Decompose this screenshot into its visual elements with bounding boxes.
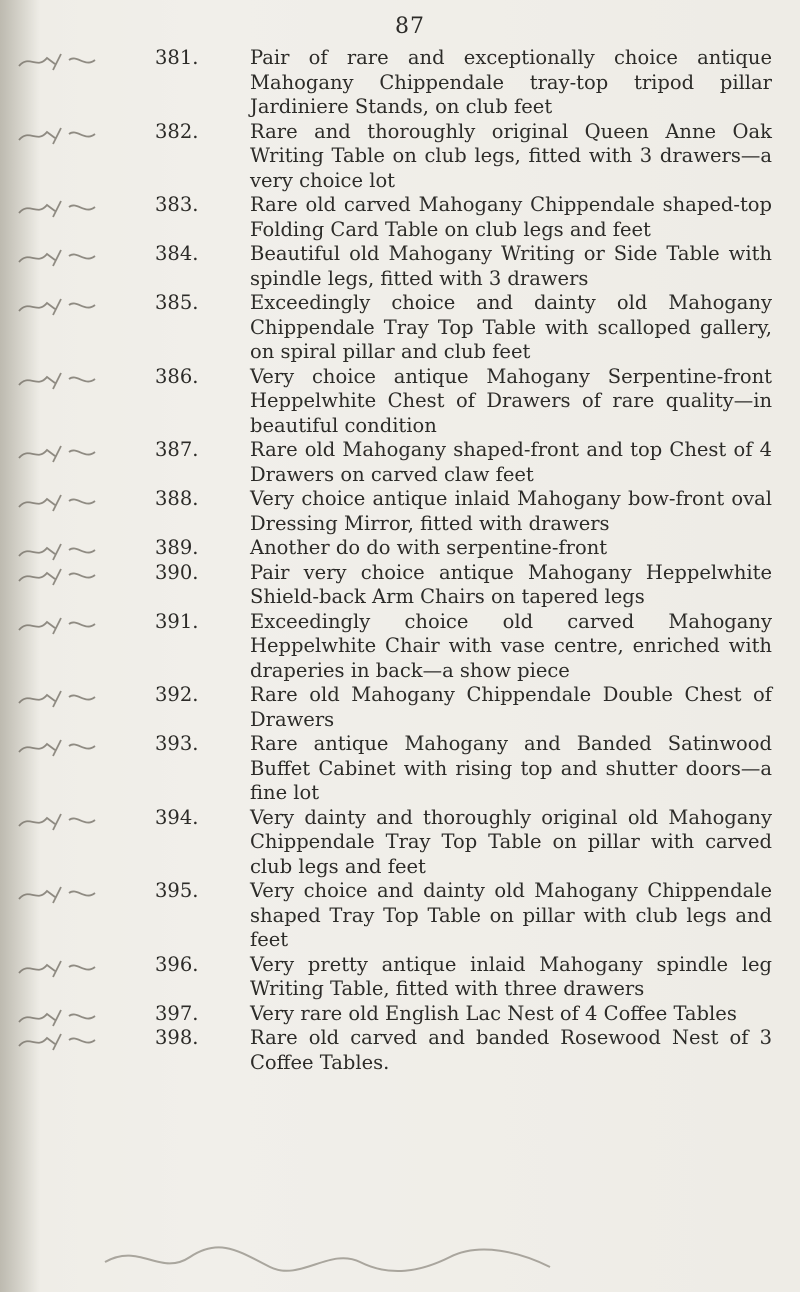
lot-description: Very choice antique inlaid Mahogany bow-front oval Dressing Mirror, fitted with drawers [250, 487, 772, 535]
pencil-scribble [100, 1232, 680, 1282]
lot-number: 381. [155, 46, 199, 69]
lot-description: Rare old carved Mahogany Chippendale shaped-top Folding Card Table on club legs and feet [250, 193, 772, 241]
handwritten-price-annotation [110, 246, 200, 268]
handwritten-price-annotation [110, 124, 200, 146]
lot-description: Very pretty antique inlaid Mahogany spindle leg Writing Table, fitted with three drawers [250, 952, 772, 1000]
handwritten-price-annotation [110, 1006, 200, 1028]
lot-description: Very dainty and thoroughly original old Mahogany Chippendale Tray Top Table on pillar with carved club legs and feet [250, 805, 772, 878]
lot-description: Rare and thoroughly original Queen Anne Oak Writing Table on club legs, fitted with 3 drawers—a very choice lot [250, 119, 772, 192]
handwritten-price-annotation [110, 810, 200, 832]
lot-number: 394. [155, 805, 199, 829]
lot-entry [0, 438, 800, 487]
lot-number: 388. [155, 487, 199, 510]
handwritten-price-annotation [110, 442, 200, 464]
lot-description: Exceedingly choice and dainty old Mahogany Chippendale Tray Top Table with scalloped gallery, on spiral pillar and club feet [250, 291, 772, 363]
handwritten-price-annotation [110, 957, 200, 979]
lot-number: 392. [155, 683, 199, 706]
lot-description: Pair very choice antique Mahogany Heppelwhite Shield-back Arm Chairs on tapered legs [250, 560, 772, 608]
lot-entry [0, 1026, 800, 1075]
handwritten-price-annotation [110, 295, 200, 317]
lot-description: Rare old carved and banded Rosewood Nest of 3 Coffee Tables. [250, 1026, 772, 1074]
handwritten-price-annotation [110, 736, 200, 758]
lot-description: Very choice antique Mahogany Serpentine-front Heppelwhite Chest of Drawers of rare quality—in beautiful condition [250, 364, 772, 437]
lot-entry [0, 953, 800, 1002]
lot-entry [0, 193, 800, 242]
handwritten-price-annotation [110, 540, 200, 562]
lot-entry [0, 683, 800, 732]
lot-number: 386. [155, 364, 199, 388]
lot-entry [0, 365, 800, 439]
lot-description: Exceedingly choice old carved Mahogany Heppelwhite Chair with vase centre, enriched with draperies in back—a show piece [250, 609, 772, 682]
lot-entry [0, 879, 800, 953]
lot-number: 391. [155, 609, 199, 633]
lot-description: Rare antique Mahogany and Banded Satinwood Buffet Cabinet with rising top and shutter doors—a fine lot [250, 732, 772, 804]
lot-entry [0, 610, 800, 684]
handwritten-price-annotation [110, 614, 200, 636]
lot-description: Rare old Mahogany Chippendale Double Chest of Drawers [250, 683, 772, 731]
handwritten-price-annotation [110, 50, 200, 72]
lot-number: 383. [155, 193, 199, 216]
lot-number: 387. [155, 438, 199, 461]
lot-number: 385. [155, 291, 199, 314]
lot-description: Another do do with serpentine-front [250, 536, 608, 559]
lot-number: 397. [155, 1001, 199, 1025]
lot-number: 390. [155, 560, 199, 584]
lot-number: 395. [155, 879, 199, 902]
lot-list [0, 46, 800, 1075]
handwritten-price-annotation [110, 197, 200, 219]
lot-entry [0, 120, 800, 194]
lot-entry [0, 732, 800, 806]
lot-number: 382. [155, 119, 199, 143]
handwritten-price-annotation [110, 687, 200, 709]
page-number: 87 [395, 14, 425, 39]
lot-entry [0, 46, 800, 120]
lot-entry [0, 487, 800, 536]
lot-entry [0, 536, 800, 561]
lot-entry [0, 242, 800, 291]
lot-entry [0, 291, 800, 365]
handwritten-price-annotation [110, 491, 200, 513]
lot-number: 393. [155, 732, 199, 755]
lot-description: Beautiful old Mahogany Writing or Side Table with spindle legs, fitted with 3 drawers [250, 242, 772, 290]
lot-number: 389. [155, 536, 199, 559]
lot-number: 396. [155, 952, 199, 976]
handwritten-price-annotation [110, 883, 200, 905]
lot-entry [0, 1002, 800, 1027]
handwritten-price-annotation [110, 369, 200, 391]
handwritten-price-annotation [110, 1030, 200, 1052]
lot-number: 384. [155, 242, 199, 265]
handwritten-price-annotation [110, 565, 200, 587]
lot-description: Very choice and dainty old Mahogany Chippendale shaped Tray Top Table on pillar with club legs and feet [250, 879, 772, 951]
lot-entry [0, 561, 800, 610]
lot-description: Very rare old English Lac Nest of 4 Coffee Tables [250, 1001, 737, 1025]
lot-description: Pair of rare and exceptionally choice antique Mahogany Chippendale tray-top tripod pillar Jardiniere Stands, on club feet [250, 46, 772, 118]
lot-entry [0, 806, 800, 880]
lot-number: 398. [155, 1026, 199, 1049]
lot-description: Rare old Mahogany shaped-front and top Chest of 4 Drawers on carved claw feet [250, 438, 772, 486]
